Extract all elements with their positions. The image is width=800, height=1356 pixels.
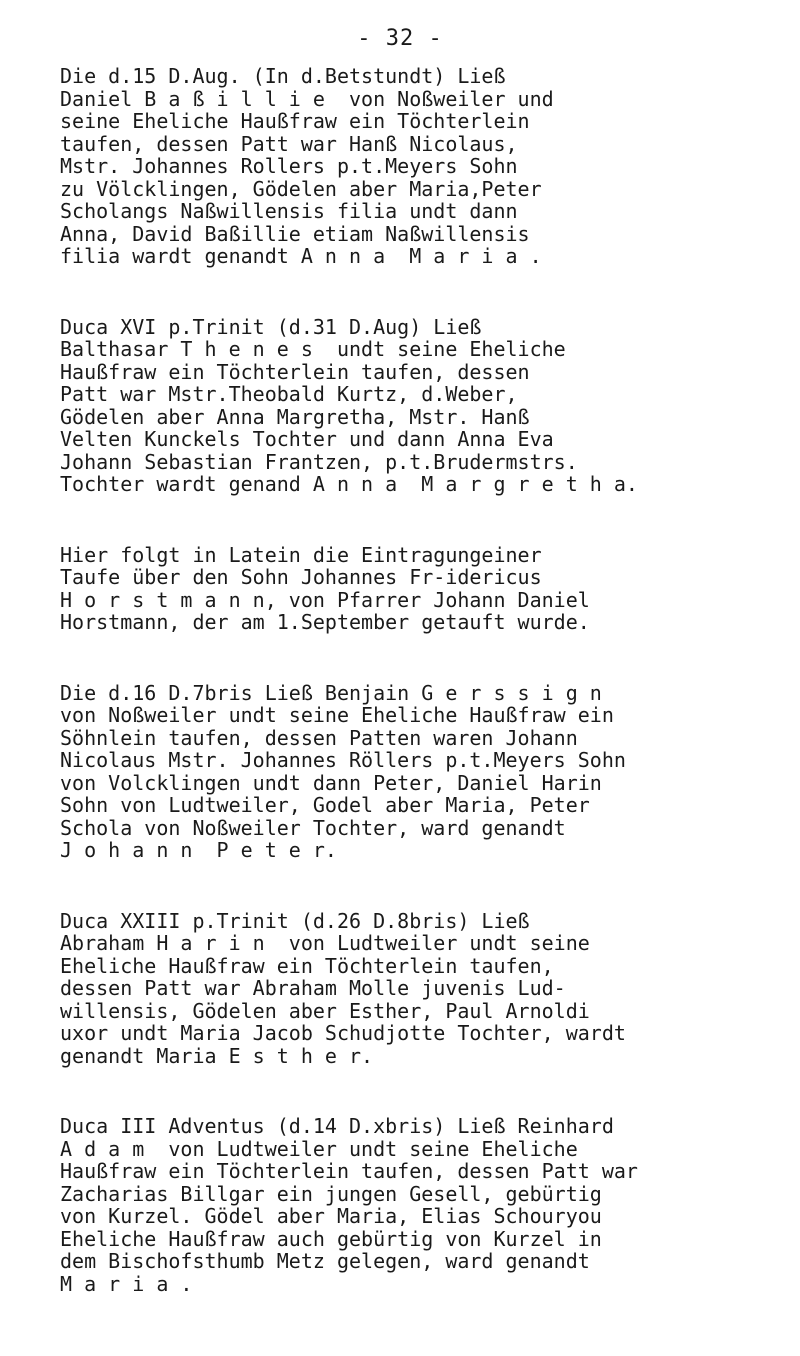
entry-line: Gödelen aber Anna Margretha, Mstr. Hanß <box>60 404 530 429</box>
baptism-entry <box>60 544 740 634</box>
entry-line: dem Bischofsthumb Metz gelegen, ward genandt <box>60 1249 590 1273</box>
entry-line: Sohn von Ludtweiler, Godel aber Maria, Peter <box>60 793 590 817</box>
entry-line: Taufe über den Sohn Johannes Fr-idericus <box>60 565 542 589</box>
entry-line: H o r s t m a n n, von Pfarrer Johann Daniel <box>60 587 590 612</box>
baptism-entry <box>60 1115 740 1295</box>
entry-line: Duca XVI p.Trinit (d.31 D.Aug) Ließ <box>60 314 482 339</box>
entry-line: filia wardt genandt A n n a M a r i a . <box>60 244 542 268</box>
page-number: - 32 - <box>357 26 443 51</box>
entry-line: Abraham H a r i n von Ludtweiler undt seine <box>60 931 590 955</box>
entry-line: Die d.15 D.Aug. (In d.Betstundt) Ließ <box>60 64 506 88</box>
entry-line: willensis, Gödelen aber Esther, Paul Arnoldi <box>60 998 590 1023</box>
baptism-entries <box>60 65 740 1295</box>
entry-line: Duca III Adventus (d.14 D.xbris) Ließ Reinhard <box>60 1114 614 1138</box>
entry-line: Duca XXIII p.Trinit (d.26 D.8bris) Ließ <box>60 908 530 933</box>
entry-line: Mstr. Johannes Rollers p.t.Meyers Sohn <box>60 154 518 178</box>
entry-line: Haußfraw ein Töchterlein taufen, dessen Patt war <box>60 1159 638 1183</box>
baptism-entry <box>60 65 740 268</box>
entry-line: J o h a n n P e t e r. <box>60 838 337 862</box>
entry-line: genandt Maria E s t h e r. <box>60 1043 374 1068</box>
entry-line: Eheliche Haußfraw ein Töchterlein taufen, <box>60 953 554 978</box>
entry-line: uxor undt Maria Jacob Schudjotte Tochter, wardt <box>60 1021 626 1045</box>
entry-line: Johann Sebastian Frantzen, p.t.Brudermstrs. <box>60 449 578 474</box>
entry-line: Anna, David Baßillie etiam Naßwillensis <box>60 221 530 246</box>
entry-line: von Volcklingen undt dann Peter, Daniel Harin <box>60 770 602 795</box>
entry-line: Söhnlein taufen, dessen Patten waren Johann <box>60 725 578 750</box>
entry-line: Horstmann, der am 1.September getauft wurde. <box>60 610 590 634</box>
entry-line: Daniel B a ß i l l i e von Noßweiler und <box>60 86 554 111</box>
entry-line: Scholangs Naßwillensis filia undt dann <box>60 199 518 223</box>
baptism-entry <box>60 316 740 496</box>
entry-line: Nicolaus Mstr. Johannes Röllers p.t.Meyers Sohn <box>60 748 626 772</box>
entry-line: Haußfraw ein Töchterlein taufen, dessen <box>60 359 530 384</box>
entry-line: von Kurzel. Gödel aber Maria, Elias Schouryou <box>60 1204 602 1228</box>
entry-line: Balthasar T h e n e s undt seine Eheliche <box>60 337 566 361</box>
entry-line: seine Eheliche Haußfraw ein Töchterlein <box>60 109 530 133</box>
entry-line: Patt war Mstr.Theobald Kurtz, d.Weber, <box>60 382 518 406</box>
entry-line: taufen, dessen Patt war Hanß Nicolaus, <box>60 131 518 156</box>
entry-line: von Noßweiler undt seine Eheliche Haußfraw ein <box>60 703 614 727</box>
entry-line: Die d.16 D.7bris Ließ Benjain G e r s s i g n <box>60 680 602 705</box>
baptism-entry <box>60 682 740 862</box>
baptism-entry <box>60 910 740 1068</box>
entry-line: Hier folgt in Latein die Eintragungeiner <box>60 542 542 567</box>
entry-line: dessen Patt war Abraham Molle juvenis Lud- <box>60 976 566 1000</box>
entry-line: Velten Kunckels Tochter und dann Anna Eva <box>60 427 554 451</box>
entry-line: Eheliche Haußfraw auch gebürtig von Kurzel in <box>60 1226 602 1251</box>
entry-line: zu Völcklingen, Gödelen aber Maria,Peter <box>60 176 542 201</box>
entry-line: Schola von Noßweiler Tochter, ward genandt <box>60 815 566 840</box>
entry-line: Zacharias Billgar ein jungen Gesell, gebürtig <box>60 1181 602 1206</box>
entry-line: Tochter wardt genand A n n a M a r g r e t h a. <box>60 472 638 496</box>
entry-line: M a r i a . <box>60 1271 193 1296</box>
entry-line: A d a m von Ludtweiler undt seine Eheliche <box>60 1136 578 1161</box>
